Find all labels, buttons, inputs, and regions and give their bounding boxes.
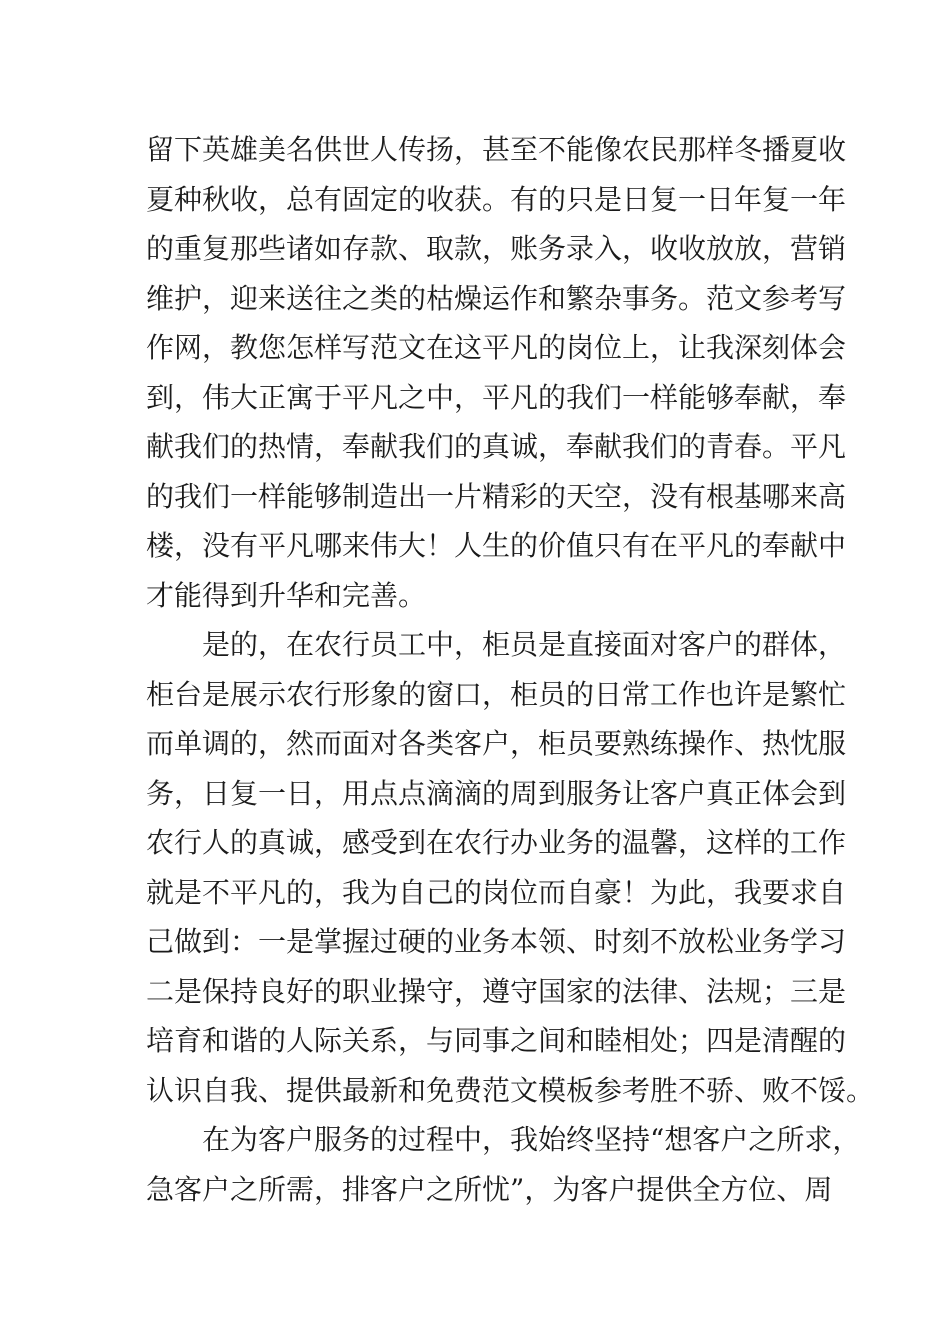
text-line: 务，日复一日，用点点滴滴的周到服务让客户真正体会到 — [146, 776, 847, 810]
text-line: 维护，迎来送往之类的枯燥运作和繁杂事务。范文参考写 — [146, 281, 847, 315]
text-line: 己做到：一是掌握过硬的业务本领、时刻不放松业务学习 — [146, 925, 847, 958]
text-line: 的我们一样能够制造出一片精彩的天空，没有根基哪来高 — [146, 479, 847, 513]
text-line: 而单调的，然而面对各类客户，柜员要熟练操作、热忱服 — [146, 727, 847, 760]
paragraph-first-line: 在为客户服务的过程中，我始终坚持“想客户之所求， — [202, 1123, 861, 1156]
text-line: 楼，没有平凡哪来伟大！人生的价值只有在平凡的奉献中 — [146, 529, 847, 562]
text-line: 的重复那些诸如存款、取款，账务录入，收收放放，营销 — [146, 232, 847, 265]
text-line: 就是不平凡的，我为自己的岗位而自豪！为此，我要求自 — [146, 875, 847, 909]
text-line: 培育和谐的人际关系，与同事之间和睦相处；四是清醒的 — [146, 1024, 847, 1057]
text-line: 急客户之所需，排客户之所忧”，为客户提供全方位、周 — [146, 1172, 833, 1206]
text-line: 作网，教您怎样写范文在这平凡的岗位上，让我深刻体会 — [146, 331, 847, 364]
text-line: 到，伟大正寓于平凡之中，平凡的我们一样能够奉献，奉 — [146, 380, 847, 414]
text-line: 二是保持良好的职业操守，遵守国家的法律、法规；三是 — [146, 974, 847, 1008]
paragraph-first-line: 是的，在农行员工中，柜员是直接面对客户的群体， — [202, 628, 847, 661]
text-line: 才能得到升华和完善。 — [146, 578, 427, 612]
body-text — [146, 125, 875, 1214]
text-line: 献我们的热情，奉献我们的真诚，奉献我们的青春。平凡 — [146, 430, 847, 463]
text-line: 认识自我、提供最新和免费范文模板参考胜不骄、败不馁。 — [146, 1073, 875, 1107]
text-line: 留下英雄美名供世人传扬，甚至不能像农民那样冬播夏收 — [146, 133, 847, 166]
text-line: 柜台是展示农行形象的窗口，柜员的日常工作也许是繁忙 — [146, 677, 847, 711]
text-line: 农行人的真诚，感受到在农行办业务的温馨，这样的工作 — [146, 826, 847, 859]
text-line: 夏种秋收，总有固定的收获。有的只是日复一日年复一年 — [146, 182, 847, 216]
